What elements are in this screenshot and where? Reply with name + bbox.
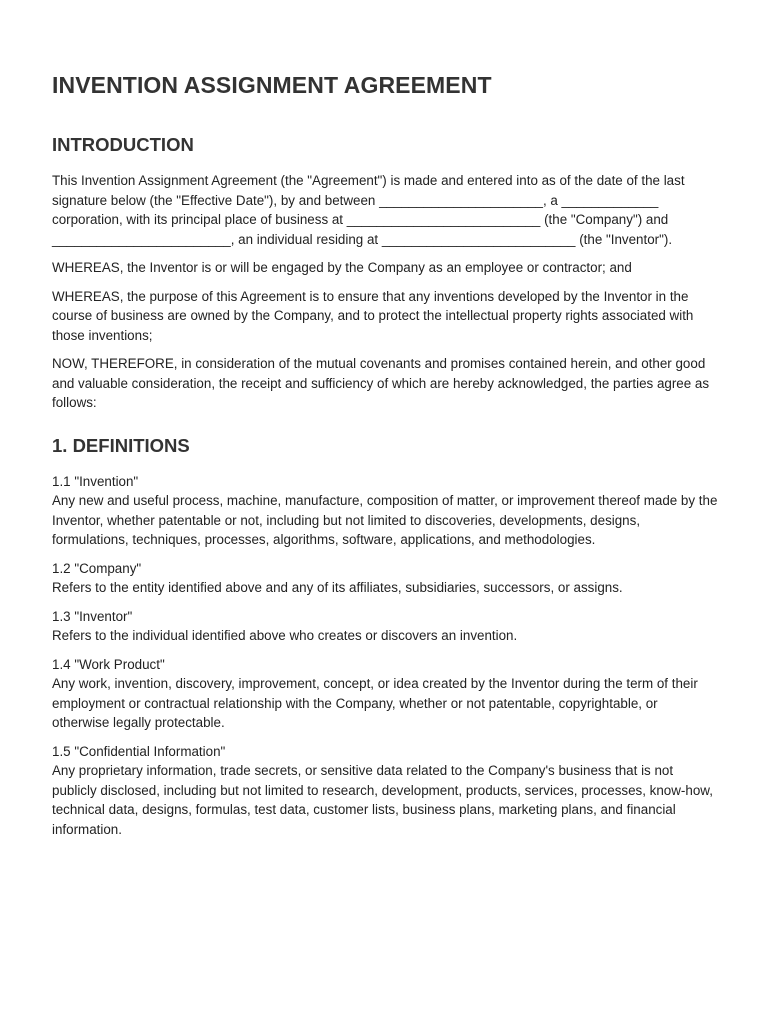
definition-term: 1.5 "Confidential Information" bbox=[52, 743, 226, 759]
definition-term: 1.3 "Inventor" bbox=[52, 608, 133, 624]
definition-company bbox=[52, 559, 718, 598]
intro-paragraph-now-therefore: NOW, THEREFORE, in consideration of the mutual covenants and promises contained herein, and other good and valuable consideration, the receipt and sufficiency of which are hereby acknowledged, the parties agree as follows: bbox=[52, 356, 710, 410]
definition-text: Refers to the individual identified above who creates or discovers an invention. bbox=[52, 628, 518, 643]
definitions-heading: 1. DEFINITIONS bbox=[52, 434, 190, 456]
definition-work-product bbox=[52, 655, 718, 733]
definitions-section bbox=[52, 435, 718, 840]
intro-paragraph-parties: This Invention Assignment Agreement (the "Agreement") is made and entered into as of the date of the last signature below (the "Effective Date"), by and between ______________________, a _____________ corporation, with its principal place of business at __________________________ (the "Company") and ________________________, an individual residing at __________________________ (the "Inventor"). bbox=[52, 173, 685, 247]
intro-paragraph-whereas-purpose: WHEREAS, the purpose of this Agreement is to ensure that any inventions developed by the Inventor in the course of business are owned by the Company, and to protect the intellectual property rights associated with those inventions; bbox=[52, 288, 694, 343]
definition-inventor bbox=[52, 607, 718, 646]
introduction-section bbox=[52, 134, 718, 413]
definition-text: Any proprietary information, trade secrets, or sensitive data related to the Company's business that is not publicly disclosed, including but not limited to research, development, products, services, processes, know-how, technical data, designs, formulas, test data, customer lists, business plans, marketing plans, and financial information. bbox=[52, 763, 713, 837]
definition-term: 1.4 "Work Product" bbox=[52, 656, 165, 672]
definition-text: Any work, invention, discovery, improvement, concept, or idea created by the Inventor during the term of their employment or contractual relationship with the Company, whether or not patentable, copyrightable, or otherwise legally protectable. bbox=[52, 676, 698, 730]
intro-paragraph-whereas-engaged: WHEREAS, the Inventor is or will be engaged by the Company as an employee or contractor; and bbox=[52, 260, 632, 275]
definition-confidential-information bbox=[52, 742, 718, 840]
definition-text: Any new and useful process, machine, manufacture, composition of matter, or improvement thereof made by the Inventor, whether patentable or not, including but not limited to discoveries, developments, designs, formulations, techniques, processes, algorithms, software, applications, and methodologies. bbox=[52, 493, 718, 547]
definition-term: 1.2 "Company" bbox=[52, 560, 142, 576]
definition-term: 1.1 "Invention" bbox=[52, 473, 139, 489]
definition-text: Refers to the entity identified above and any of its affiliates, subsidiaries, successors, or assigns. bbox=[52, 580, 623, 595]
document-title: INVENTION ASSIGNMENT AGREEMENT bbox=[52, 72, 492, 98]
definition-invention bbox=[52, 472, 718, 550]
introduction-heading: INTRODUCTION bbox=[52, 134, 194, 155]
